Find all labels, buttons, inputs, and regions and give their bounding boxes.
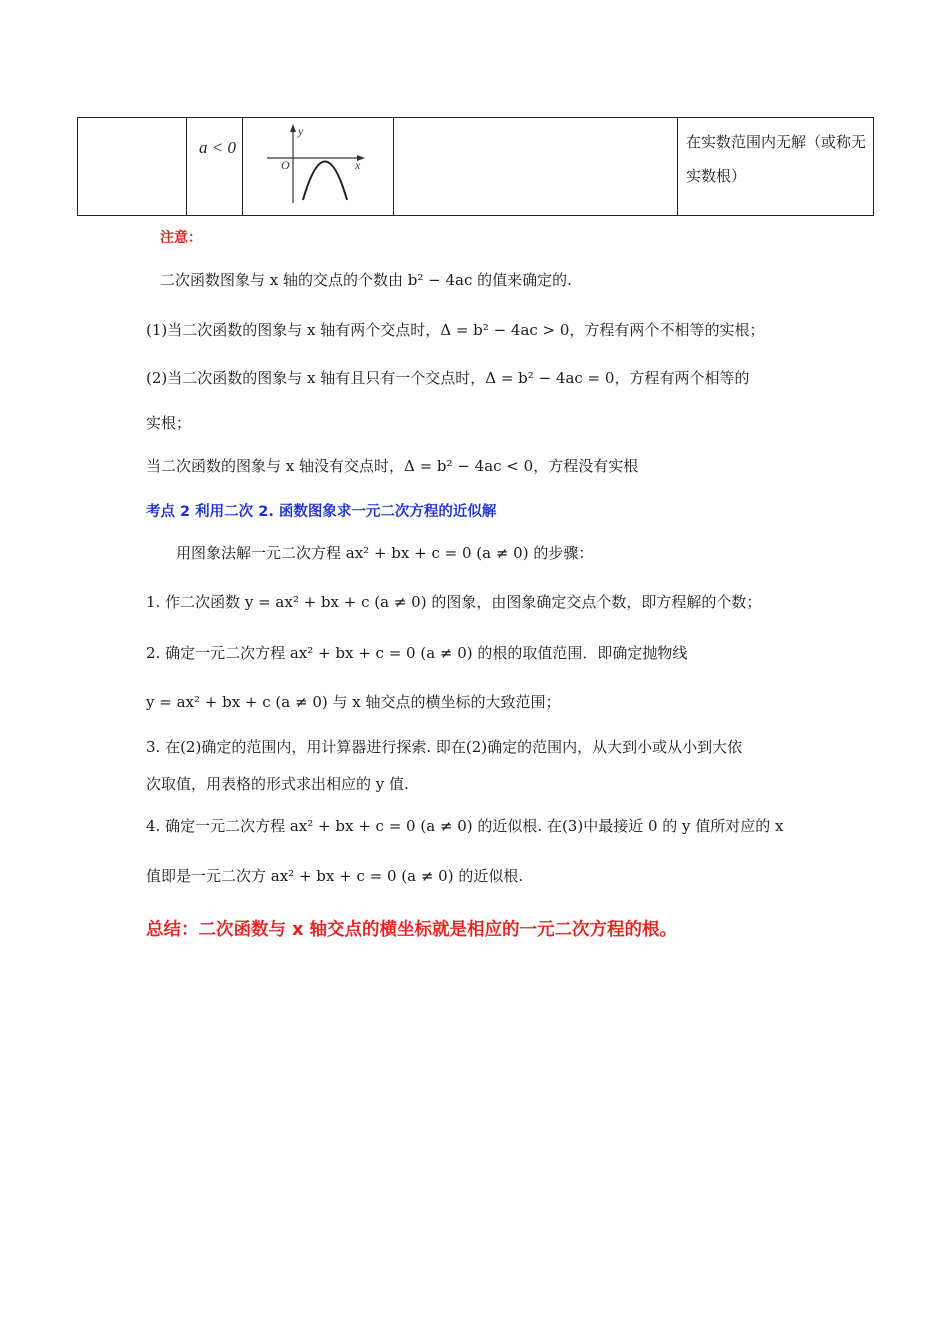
note-title: 注意：: [160, 230, 202, 246]
condition-label: a < 0: [199, 138, 236, 157]
graph-y-label: y: [298, 124, 304, 138]
roots-table: [77, 117, 874, 216]
graph-origin-label: O: [281, 158, 290, 172]
result-text: 在实数范围内无解（或称无实数根）: [686, 133, 867, 185]
section2-step-3a: 3. 在(2)确定的范围内，用计算器进行探索. 即在(2)确定的范围内，从大到小或从小到大依: [146, 738, 743, 756]
section2-step-4a: 4. 确定一元二次方程 ax² + bx + c = 0 (a ≠ 0) 的近似根. 在(3)中最接近 0 的 y 值所对应的 x: [146, 817, 784, 835]
table-cell-empty-2: [394, 118, 678, 216]
section2-step-2b: y = ax² + bx + c (a ≠ 0) 与 x 轴交点的横坐标的大致范围；: [146, 693, 561, 711]
section2-title: 考点 2 利用二次 2. 函数图象求一元二次方程的近似解: [146, 504, 497, 520]
table-cell-result: [678, 118, 874, 216]
note-line-3: (2)当二次函数的图象与 x 轴有且只有一个交点时，Δ = b² − 4ac = 0，方程有两个相等的: [146, 369, 750, 387]
note-line-1: 二次函数图象与 x 轴的交点的个数由 b² − 4ac 的值来确定的.: [160, 271, 572, 289]
note-line-2: (1)当二次函数的图象与 x 轴有两个交点时，Δ = b² − 4ac > 0，方程有两个不相等的实根；: [146, 321, 765, 339]
parabola-graph: [243, 118, 393, 216]
section2-step-4b: 值即是一元二次方 ax² + bx + c = 0 (a ≠ 0) 的近似根.: [146, 867, 524, 885]
table-cell-graph: [243, 118, 394, 216]
table-cell-condition: [187, 118, 243, 216]
section2-step-3b: 次取值，用表格的形式求出相应的 y 值.: [146, 775, 409, 793]
summary-line: 总结：二次函数与 x 轴交点的横坐标就是相应的一元二次方程的根。: [146, 920, 677, 940]
section2-step-2a: 2. 确定一元二次方程 ax² + bx + c = 0 (a ≠ 0) 的根的取值范围．即确定抛物线: [146, 644, 688, 662]
note-line-3b: 实根；: [146, 414, 192, 432]
graph-x-label: x: [355, 158, 361, 172]
table-cell-empty: [78, 118, 187, 216]
table-row: [78, 118, 874, 216]
note-line-4: 当二次函数的图象与 x 轴没有交点时，Δ = b² − 4ac < 0，方程没有实根: [146, 457, 639, 475]
section2-step-1: 1. 作二次函数 y = ax² + bx + c (a ≠ 0) 的图象，由图象确定交点个数，即方程解的个数；: [146, 593, 762, 611]
section2-intro: 用图象法解一元二次方程 ax² + bx + c = 0 (a ≠ 0) 的步骤：: [176, 544, 594, 562]
